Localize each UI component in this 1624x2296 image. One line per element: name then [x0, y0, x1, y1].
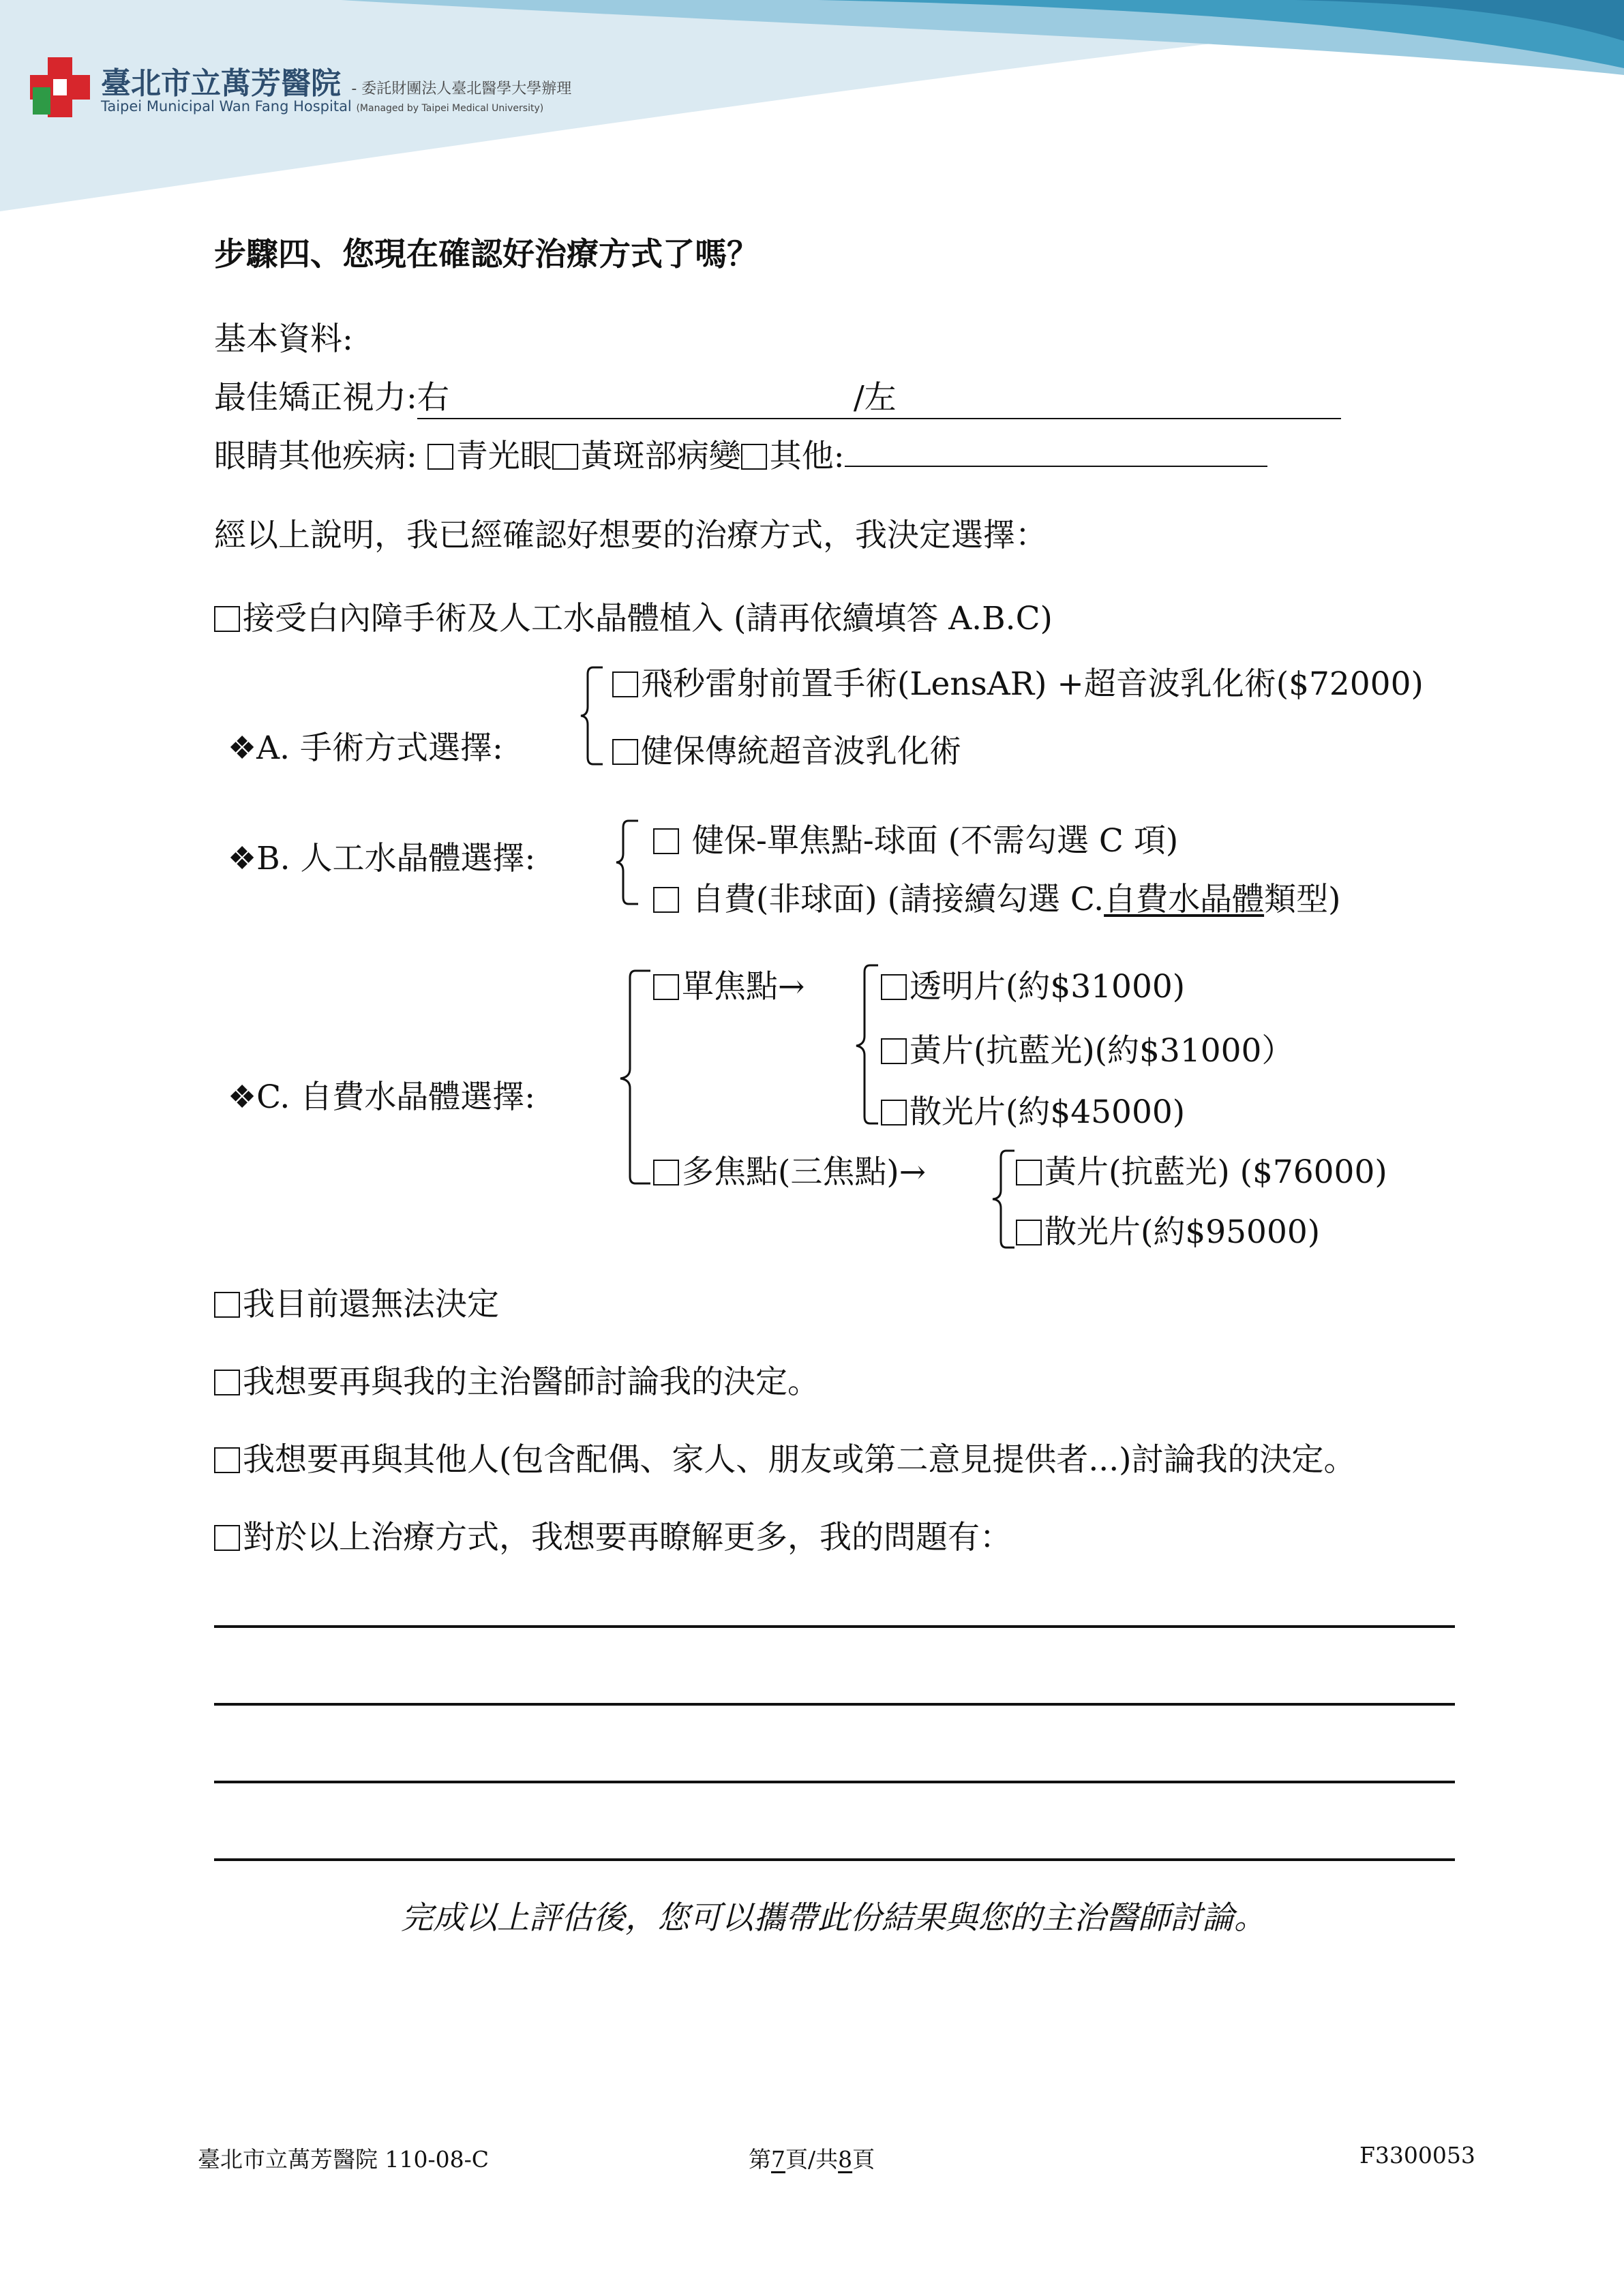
- answer-line[interactable]: [214, 1781, 1455, 1783]
- glaucoma-checkbox[interactable]: [427, 444, 453, 470]
- toric-lens-label: 散光片(約$45000): [909, 1093, 1186, 1131]
- section-a-bullet-icon: ❖: [228, 729, 257, 767]
- vision-label: 最佳矯正視力:: [214, 379, 417, 417]
- doctor-checkbox[interactable]: [214, 1370, 240, 1395]
- nhi-lens-label: 健保-單焦點-球面 (不需勾選 C 項): [691, 822, 1179, 860]
- selfpay-lens-prefix: 自費(非球面) (請接續勾選 C.: [691, 881, 1104, 918]
- section-b-label: ❖B. 人工水晶體選擇:: [228, 840, 536, 877]
- undecided-label: 我目前還無法決定: [243, 1286, 499, 1323]
- clear-lens-checkbox[interactable]: [881, 974, 907, 1000]
- undecided-checkbox[interactable]: [214, 1292, 240, 1318]
- hospital-logo-icon: [27, 55, 93, 120]
- other-disease-field[interactable]: [845, 438, 1267, 467]
- toric-lens-checkbox[interactable]: [881, 1100, 907, 1126]
- section-c-brace-icon: [612, 968, 653, 1186]
- doctor-option: [214, 1357, 819, 1402]
- multi-yellow-checkbox[interactable]: [1016, 1160, 1042, 1185]
- questions-label: 對於以上治療方式，我想要再瞭解更多，我的問題有：: [243, 1519, 1012, 1556]
- multi-toric-checkbox[interactable]: [1016, 1220, 1042, 1245]
- mono-option: [653, 961, 805, 1007]
- total-pages: 8: [838, 2146, 853, 2173]
- others-label: 我想要再與其他人(包含配偶、家人、朋友或第二意見提供者...)討論我的決定。: [243, 1441, 1356, 1479]
- mono-arrow-icon: →: [778, 968, 805, 1006]
- vision-row: [214, 372, 1341, 419]
- right-eye-label: 右: [417, 379, 449, 417]
- macular-checkbox[interactable]: [552, 444, 578, 470]
- selfpay-lens-checkbox[interactable]: [653, 887, 679, 913]
- mono-label: 單焦點: [682, 968, 778, 1006]
- clear-lens-label: 透明片(約$31000): [909, 968, 1186, 1006]
- surgery-checkbox[interactable]: [214, 606, 240, 632]
- multi-arrow-icon: →: [899, 1153, 927, 1191]
- multi-opt1: [1016, 1147, 1387, 1192]
- current-page: 7: [771, 2146, 785, 2173]
- multi-brace-icon: [976, 1148, 1017, 1250]
- phaco-label: 健保傳統超音波乳化術: [641, 733, 961, 770]
- footer-doc-id: F3300053: [1359, 2142, 1475, 2169]
- multi-checkbox[interactable]: [653, 1160, 679, 1185]
- page-title: 步驟四、您現在確認好治療方式了嗎？: [214, 236, 759, 273]
- section-b-opt2: [653, 874, 1340, 920]
- section-c-bullet-icon: ❖: [228, 1078, 257, 1116]
- section-b-bullet-icon: ❖: [228, 840, 257, 877]
- multi-option: [653, 1147, 926, 1192]
- left-eye-field[interactable]: [854, 372, 1341, 419]
- selfpay-lens-suffix: 類型): [1264, 881, 1341, 918]
- footer-page-number: 第7頁/共8頁: [749, 2146, 875, 2173]
- glaucoma-label: 青光眼: [455, 438, 552, 475]
- surgery-label: 接受白內障手術及人工水晶體植入 (請再依續填答 A.B.C): [243, 600, 1053, 637]
- mono-opt1: [881, 961, 1185, 1007]
- hospital-name-cn: 臺北市立萬芳醫院 - 委託財團法人臺北醫學大學辦理: [101, 66, 572, 101]
- yellow-lens-checkbox[interactable]: [881, 1038, 907, 1064]
- mono-brace-icon: [840, 963, 881, 1126]
- others-checkbox[interactable]: [214, 1447, 240, 1473]
- phaco-checkbox[interactable]: [612, 739, 638, 765]
- section-a-brace-icon: [578, 665, 605, 767]
- answer-line[interactable]: [214, 1858, 1455, 1861]
- multi-label: 多焦點(三焦點): [682, 1153, 899, 1191]
- lensar-checkbox[interactable]: [612, 671, 638, 697]
- yellow-lens-label: 黃片(抗藍光)(約$31000）: [909, 1032, 1294, 1070]
- questions-checkbox[interactable]: [214, 1525, 240, 1551]
- managed-by-cn: - 委託財團法人臺北醫學大學辦理: [351, 80, 572, 97]
- nhi-lens-checkbox[interactable]: [653, 828, 679, 854]
- undecided-option: [214, 1279, 499, 1325]
- answer-line[interactable]: [214, 1703, 1455, 1706]
- right-eye-field[interactable]: [417, 372, 854, 419]
- section-a-opt1: [612, 659, 1424, 704]
- left-eye-label: /左: [853, 379, 897, 417]
- multi-toric-label: 散光片(約$95000): [1044, 1213, 1321, 1251]
- mono-opt2: [881, 1025, 1293, 1071]
- section-c-label: ❖C. 自費水晶體選擇:: [228, 1078, 536, 1116]
- questions-option: [214, 1512, 1012, 1558]
- disease-row: [214, 431, 1267, 477]
- mono-checkbox[interactable]: [653, 974, 679, 1000]
- selfpay-lens-link: 自費水晶體: [1104, 881, 1265, 918]
- section-b-brace-icon: [614, 818, 641, 907]
- managed-by-en: (Managed by Taipei Medical University): [356, 103, 544, 114]
- basic-info-heading: 基本資料:: [214, 320, 353, 358]
- doctor-label: 我想要再與我的主治醫師討論我的決定。: [243, 1363, 819, 1401]
- other-disease-checkbox[interactable]: [741, 444, 767, 470]
- section-b-opt1: [653, 815, 1178, 861]
- footer-form-code: 臺北市立萬芳醫院 110-08-C: [198, 2146, 490, 2173]
- disease-label: 眼睛其他疾病:: [214, 438, 417, 475]
- multi-yellow-label: 黃片(抗藍光) ($76000): [1044, 1153, 1387, 1191]
- others-option: [214, 1434, 1356, 1480]
- section-a-opt2: [612, 726, 961, 772]
- answer-line[interactable]: [214, 1625, 1455, 1628]
- hospital-name-en: Taipei Municipal Wan Fang Hospital (Managed by Taipei Medical University): [101, 98, 544, 115]
- surgery-option: [214, 593, 1053, 639]
- lensar-label: 飛秒雷射前置手術(LensAR) +超音波乳化術($72000): [641, 665, 1424, 703]
- decision-intro: 經以上說明，我已經確認好想要的治療方式，我決定選擇：: [214, 517, 1047, 554]
- mono-opt3: [881, 1087, 1185, 1132]
- other-disease-label: 其他:: [769, 438, 845, 475]
- macular-label: 黃斑部病變: [580, 438, 741, 475]
- section-a-label: ❖A. 手術方式選擇:: [228, 729, 503, 767]
- multi-opt2: [1016, 1207, 1320, 1252]
- closing-note: 完成以上評估後，您可以攜帶此份結果與您的主治醫師討論。: [401, 1899, 1266, 1937]
